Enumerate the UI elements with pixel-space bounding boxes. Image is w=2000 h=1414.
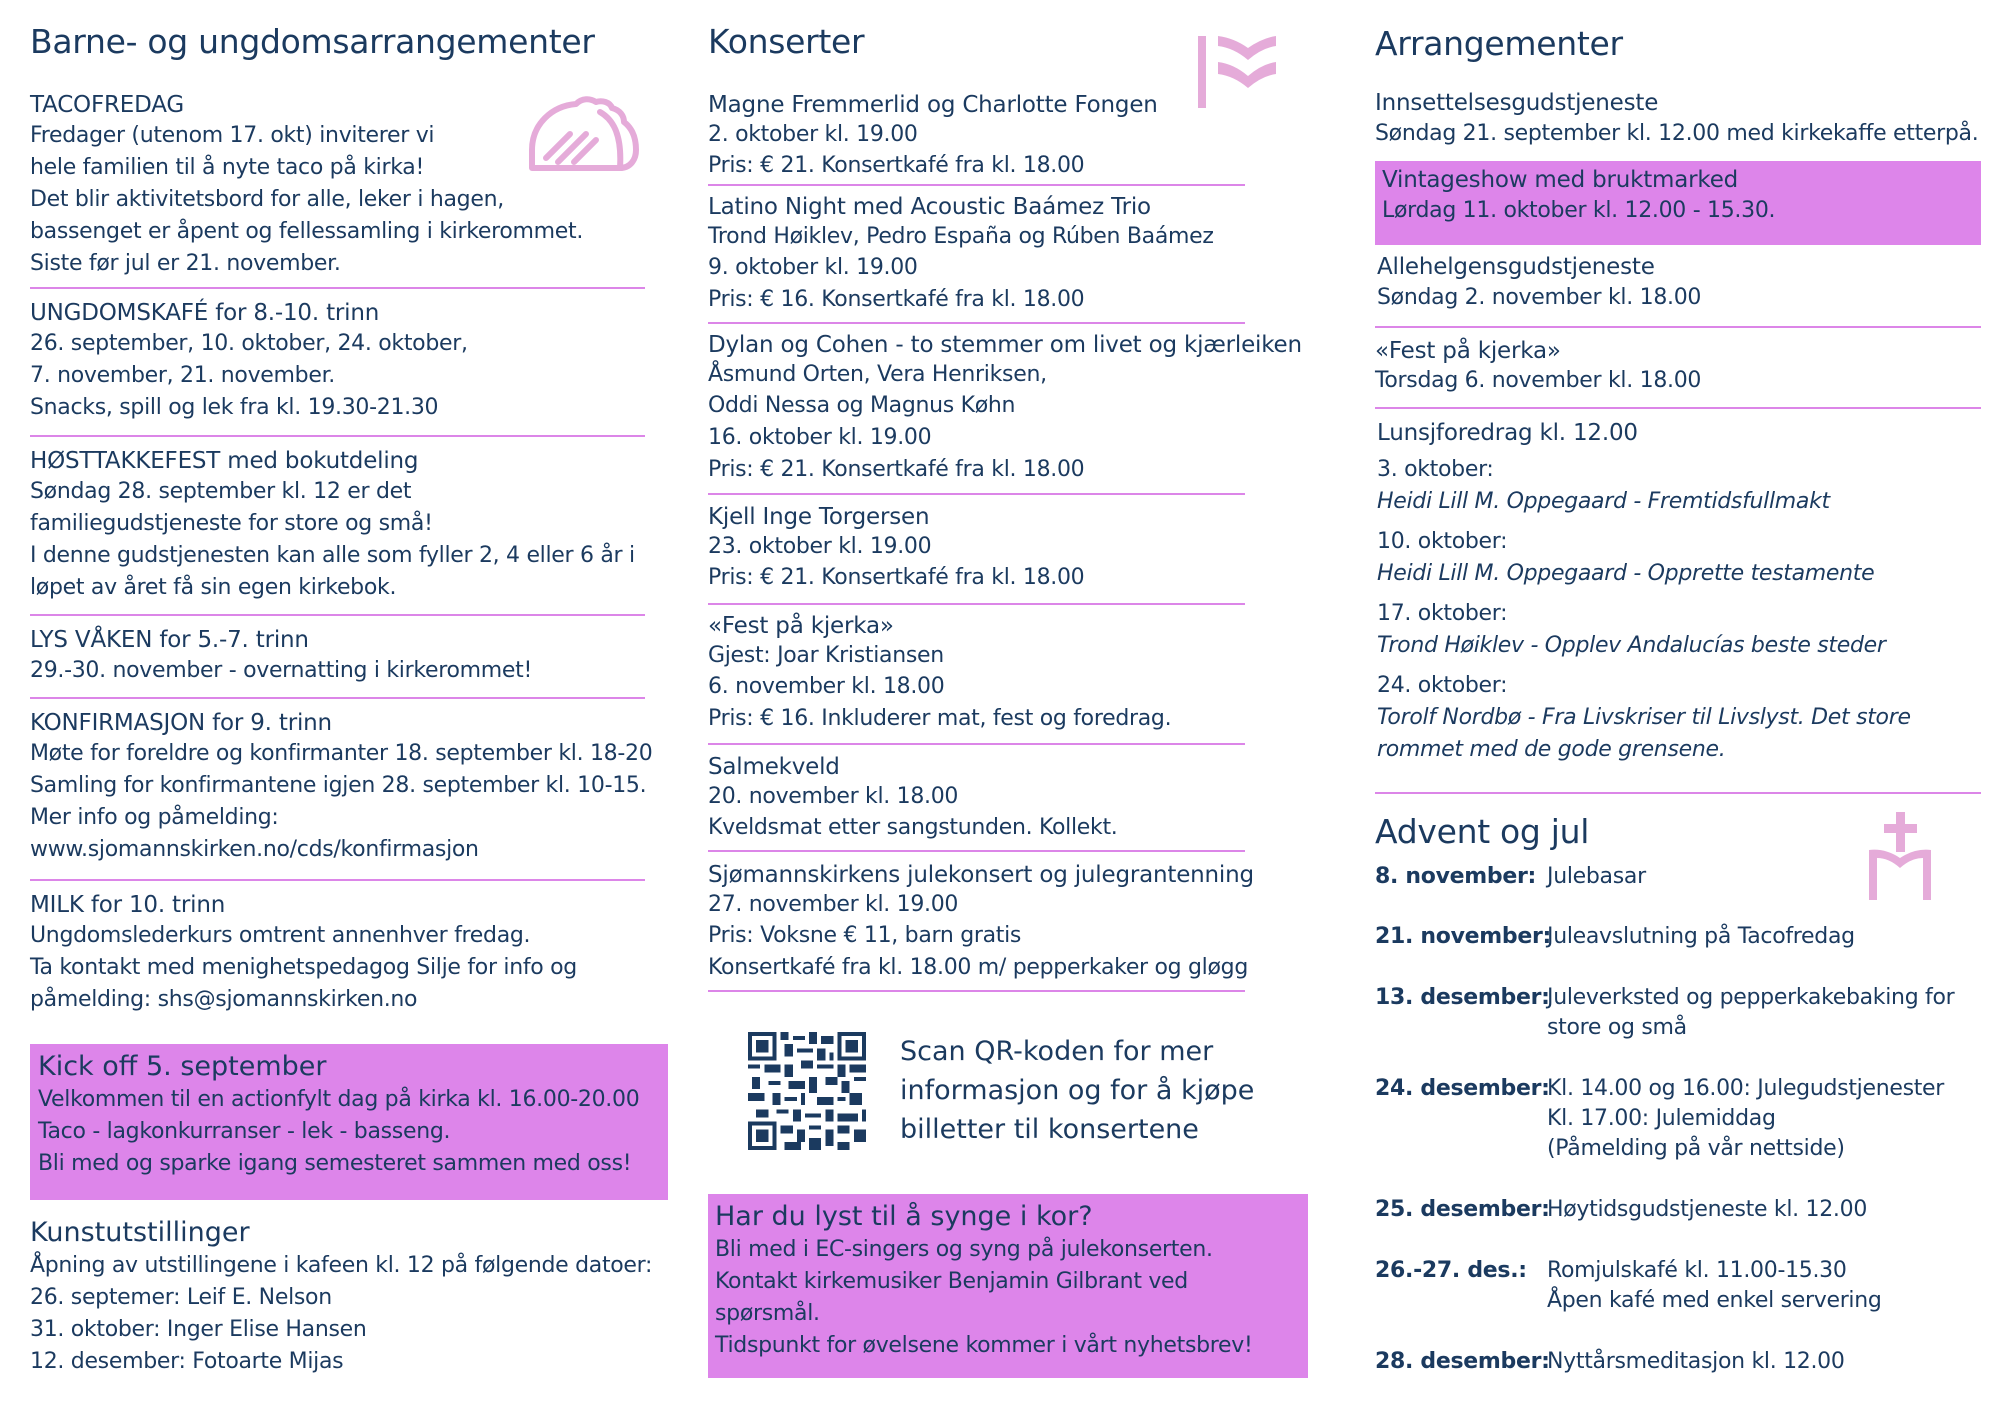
event-line: Ungdomslederkurs omtrent annenhver fredag.: [30, 923, 531, 948]
concert-line: Pris: Voksne € 11, barn gratis: [708, 923, 1022, 948]
event-title: LYS VÅKEN for 5.-7. trinn: [30, 627, 309, 653]
concert-line: Trond Høiklev, Pedro España og Rúben Baámez: [708, 224, 1214, 249]
section-title-events: Arrangementer: [1375, 24, 1623, 63]
event-title: Vintageshow med bruktmarked: [1382, 167, 1739, 193]
choir-title: Har du lyst til å synge i kor?: [715, 1201, 1093, 1232]
concert-line: Pris: € 21. Konsertkafé fra kl. 18.00: [708, 565, 1085, 590]
event-title: MILK for 10. trinn: [30, 892, 226, 918]
advent-item: [1375, 1347, 1845, 1377]
event-line: Lørdag 11. oktober kl. 12.00 - 15.30.: [1382, 198, 1776, 223]
kunst-line: Åpning av utstillingene i kafeen kl. 12 på følgende datoer:: [30, 1253, 653, 1278]
qr-caption: [900, 1032, 1254, 1149]
divider: [30, 614, 645, 616]
event-line: Ta kontakt med menighetspedagog Silje for info og: [30, 955, 577, 980]
kickoff-box: [30, 1044, 668, 1200]
section-title-youth: Barne- og ungdomsarrangementer: [30, 22, 595, 61]
lunsjforedrag: [1377, 418, 1911, 766]
concert-title: Dylan og Cohen - to stemmer om livet og kjærleiken: [708, 332, 1302, 358]
advent-text: Nyttårsmeditasjon kl. 12.00: [1547, 1349, 1845, 1374]
advent-item: [1375, 983, 1954, 1043]
concert-title: «Fest på kjerka»: [708, 613, 894, 639]
divider: [708, 603, 1245, 605]
concert-item: [708, 192, 1214, 316]
concert-title: Kjell Inge Torgersen: [708, 504, 930, 530]
concert-line: 6. november kl. 18.00: [708, 674, 945, 699]
divider: [708, 990, 1245, 992]
event-line: Søndag 21. september kl. 12.00 med kirkekaffe etterpå.: [1375, 121, 1979, 146]
advent-date: 21. november:: [1375, 924, 1552, 949]
event-konfirmasjon: [30, 708, 652, 866]
concert-item: [708, 90, 1158, 182]
lunsj-title: Lunsjforedrag kl. 12.00: [1377, 420, 1638, 446]
concert-line: Pris: € 16. Konsertkafé fra kl. 18.00: [708, 287, 1085, 312]
choir-line: Bli med i EC-singers og syng på julekonserten.: [715, 1237, 1213, 1262]
kickoff-line: Velkommen til en actionfylt dag på kirka kl. 16.00-20.00: [38, 1087, 640, 1112]
divider: [30, 697, 645, 699]
church-flag-icon: [1196, 34, 1278, 110]
advent-date: 8. november:: [1375, 864, 1537, 889]
kunst-line: 26. septemer: Leif E. Nelson: [30, 1285, 332, 1310]
divider: [30, 435, 645, 437]
event-title: UNGDOMSKAFÉ for 8.-10. trinn: [30, 300, 380, 326]
divider: [708, 322, 1245, 324]
lunsj-talk: Torolf Nordbø - Fra Livskriser til Livslyst. Det store: [1377, 705, 1911, 730]
advent-text: Kl. 14.00 og 16.00: Julegudstjenester: [1547, 1076, 1945, 1101]
kickoff-line: Bli med og sparke igang semesteret sammen med oss!: [38, 1151, 632, 1176]
kunst-line: 31. oktober: Inger Elise Hansen: [30, 1317, 367, 1342]
advent-text: (Påmelding på vår nettside): [1547, 1136, 1845, 1161]
concert-item: [708, 330, 1302, 486]
event-line: 26. september, 10. oktober, 24. oktober,: [30, 331, 468, 356]
divider: [30, 879, 645, 881]
qr-caption-line: informasjon og for å kjøpe: [900, 1075, 1255, 1106]
event-item: [1375, 88, 1978, 150]
event-title: TACOFREDAG: [30, 92, 184, 118]
event-milk: [30, 890, 577, 1016]
event-line: Det blir aktivitetsbord for alle, leker i hagen,: [30, 187, 504, 212]
event-line: 29.-30. november - overnatting i kirkerommet!: [30, 658, 532, 683]
advent-item: [1375, 862, 1646, 892]
event-title: «Fest på kjerka»: [1375, 338, 1561, 364]
advent-text: Juleavslutning på Tacofredag: [1547, 924, 1855, 949]
advent-text: Juleverksted og pepperkakebaking for: [1547, 985, 1955, 1010]
event-item: [1377, 252, 1701, 314]
advent-item: [1375, 922, 1855, 952]
advent-text: Julebasar: [1547, 864, 1646, 889]
kickoff-line: Taco - lagkonkurranser - lek - basseng.: [38, 1119, 451, 1144]
lunsj-date: 10. oktober:: [1377, 529, 1508, 554]
event-line: Søndag 2. november kl. 18.00: [1377, 285, 1702, 310]
concert-line: Konsertkafé fra kl. 18.00 m/ pepperkaker og gløgg: [708, 955, 1248, 980]
concert-line: Pris: € 21. Konsertkafé fra kl. 18.00: [708, 153, 1085, 178]
concert-title: Magne Fremmerlid og Charlotte Fongen: [708, 92, 1158, 118]
concert-line: Pris: € 16. Inkluderer mat, fest og foredrag.: [708, 706, 1172, 731]
choir-box: [708, 1194, 1308, 1378]
lunsj-talk: Heidi Lill M. Oppegaard - Fremtidsfullmakt: [1377, 489, 1830, 514]
divider: [1375, 407, 1981, 409]
konfirmasjon-link[interactable]: www.sjomannskirken.no/cds/konfirmasjon: [30, 837, 479, 862]
section-title-advent: Advent og jul: [1375, 812, 1590, 851]
advent-date: 24. desember:: [1375, 1076, 1550, 1101]
concert-item: [708, 752, 1117, 844]
event-line: Møte for foreldre og konfirmanter 18. september kl. 18-20: [30, 741, 653, 766]
church-cross-icon: [1867, 810, 1933, 902]
choir-line: Tidspunkt for øvelsene kommer i vårt nyhetsbrev!: [715, 1333, 1253, 1358]
kunst-line: 12. desember: Fotoarte Mijas: [30, 1349, 344, 1374]
event-title: Innsettelsesgudstjeneste: [1375, 90, 1659, 116]
divider: [708, 184, 1245, 186]
advent-text: store og små: [1547, 1015, 1687, 1040]
divider: [1375, 792, 1981, 794]
event-line: Snacks, spill og lek fra kl. 19.30-21.30: [30, 395, 439, 420]
concert-line: Kveldsmat etter sangstunden. Kollekt.: [708, 815, 1118, 840]
lunsj-date: 17. oktober:: [1377, 601, 1508, 626]
event-item: [1375, 336, 1701, 396]
concert-line: Åsmund Orten, Vera Henriksen,: [708, 362, 1047, 387]
concert-line: Pris: € 21. Konsertkafé fra kl. 18.00: [708, 457, 1085, 482]
event-hosttakkefest: [30, 446, 635, 604]
advent-item: [1375, 1256, 1882, 1316]
lunsj-date: 24. oktober:: [1377, 673, 1508, 698]
advent-item: [1375, 1195, 1867, 1225]
event-line: I denne gudstjenesten kan alle som fyller 2, 4 eller 6 år i: [30, 543, 635, 568]
divider: [30, 287, 645, 289]
concert-line: Gjest: Joar Kristiansen: [708, 643, 944, 668]
lunsj-talk: rommet med de gode grensene.: [1377, 737, 1726, 762]
event-line: hele familien til å nyte taco på kirka!: [30, 155, 424, 180]
qr-caption-line: Scan QR-koden for mer: [900, 1036, 1214, 1067]
concert-item: [708, 502, 1084, 594]
concert-line: 2. oktober kl. 19.00: [708, 122, 918, 147]
advent-date: 13. desember:: [1375, 985, 1550, 1010]
divider: [708, 743, 1245, 745]
kunst-title: Kunstutstillinger: [30, 1217, 250, 1248]
advent-text: Romjulskafé kl. 11.00-15.30: [1547, 1258, 1847, 1283]
vintageshow-box: [1375, 161, 1981, 245]
concert-line: 9. oktober kl. 19.00: [708, 255, 918, 280]
qr-code[interactable]: [748, 1032, 866, 1150]
event-line: Mer info og påmelding:: [30, 805, 279, 830]
event-line: løpet av året få sin egen kirkebok.: [30, 575, 397, 600]
lunsj-talk: Trond Høiklev - Opplev Andalucías beste steder: [1377, 633, 1886, 658]
advent-date: 25. desember:: [1375, 1197, 1550, 1222]
concert-line: 23. oktober kl. 19.00: [708, 534, 932, 559]
event-line: Samling for konfirmantene igjen 28. september kl. 10-15.: [30, 773, 647, 798]
event-title: HØSTTAKKEFEST med bokutdeling: [30, 448, 419, 474]
advent-text: Åpen kafé med enkel servering: [1547, 1288, 1882, 1313]
concert-line: 20. november kl. 18.00: [708, 784, 959, 809]
event-tacofredag: [30, 90, 583, 280]
event-lysvaken: [30, 625, 532, 687]
advent-date: 26.-27. des.:: [1375, 1258, 1527, 1283]
divider: [708, 850, 1245, 852]
qr-caption-line: billetter til konsertene: [900, 1114, 1199, 1145]
advent-date: 28. desember:: [1375, 1349, 1550, 1374]
lunsj-talk: Heidi Lill M. Oppegaard - Opprette testamente: [1377, 561, 1875, 586]
event-line: påmelding: shs@sjomannskirken.no: [30, 987, 418, 1012]
advent-item: [1375, 1074, 1944, 1164]
event-title: Allehelgensgudstjeneste: [1377, 254, 1655, 280]
concert-title: Salmekveld: [708, 754, 840, 780]
event-line: familiegudstjeneste for store og små!: [30, 511, 433, 536]
choir-line: spørsmål.: [715, 1301, 820, 1326]
event-line: bassenget er åpent og fellessamling i kirkerommet.: [30, 219, 584, 244]
event-line: 7. november, 21. november.: [30, 363, 335, 388]
divider: [1375, 326, 1981, 328]
kunstutstillinger: [30, 1216, 652, 1378]
event-line: Torsdag 6. november kl. 18.00: [1375, 368, 1702, 393]
divider: [708, 493, 1245, 495]
event-title: KONFIRMASJON for 9. trinn: [30, 710, 332, 736]
section-title-concerts: Konserter: [708, 22, 865, 61]
lunsj-date: 3. oktober:: [1377, 457, 1494, 482]
concert-title: Sjømannskirkens julekonsert og julegrantenning: [708, 862, 1254, 888]
concert-line: Oddi Nessa og Magnus Køhn: [708, 393, 1016, 418]
event-line: Siste før jul er 21. november.: [30, 251, 341, 276]
concert-line: 16. oktober kl. 19.00: [708, 425, 932, 450]
event-line: Fredager (utenom 17. okt) inviterer vi: [30, 123, 435, 148]
advent-text: Høytidsgudstjeneste kl. 12.00: [1547, 1197, 1868, 1222]
kickoff-title: Kick off 5. september: [38, 1051, 327, 1082]
event-line: Søndag 28. september kl. 12 er det: [30, 479, 412, 504]
choir-line: Kontakt kirkemusiker Benjamin Gilbrant ved: [715, 1269, 1188, 1294]
concert-item: [708, 860, 1254, 984]
concert-item: [708, 611, 1171, 735]
event-ungdomskafe: [30, 298, 468, 424]
advent-text: Kl. 17.00: Julemiddag: [1547, 1106, 1776, 1131]
concert-title: Latino Night med Acoustic Baámez Trio: [708, 194, 1151, 220]
concert-line: 27. november kl. 19.00: [708, 892, 959, 917]
